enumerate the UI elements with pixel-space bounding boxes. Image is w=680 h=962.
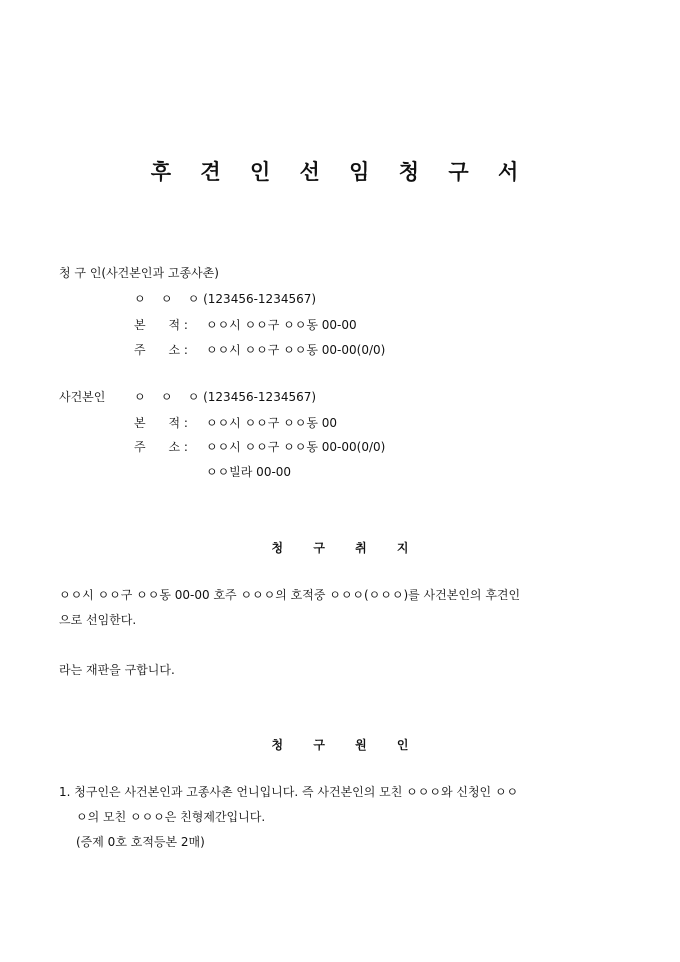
claimant-name: ㅇ ㅇ ㅇ (123456-1234567) xyxy=(134,292,317,306)
subject-domicile-value: ㅇㅇ시 ㅇㅇ구 ㅇㅇ동 00 xyxy=(206,416,338,430)
claimant-domicile-label: 본 적 : xyxy=(134,318,188,332)
purpose-line-1: ㅇㅇ시 ㅇㅇ구 ㅇㅇ동 00-00 호주 ㅇㅇㅇ의 호적중 ㅇㅇㅇ(ㅇㅇㅇ)를 사건본인의 후견인 xyxy=(59,588,521,602)
cause-heading: 청 구 원 인 xyxy=(271,738,409,752)
subject-address-line2: ㅇㅇ빌라 00-00 xyxy=(206,465,292,479)
subject-address-value: ㅇㅇ시 ㅇㅇ구 ㅇㅇ동 00-00(0/0) xyxy=(206,440,386,454)
cause-item-1-line-2: ㅇ의 모친 ㅇㅇㅇ은 친형제간입니다. xyxy=(76,810,266,824)
claimant-domicile-value: ㅇㅇ시 ㅇㅇ구 ㅇㅇ동 00-00 xyxy=(206,318,357,332)
subject-address-label: 주 소 : xyxy=(134,440,188,454)
claimant-address-label: 주 소 : xyxy=(134,343,188,357)
document-title: 후 견 인 선 임 청 구 서 xyxy=(150,159,530,184)
purpose-line-2: 으로 선임한다. xyxy=(59,613,137,627)
claimant-address-value: ㅇㅇ시 ㅇㅇ구 ㅇㅇ동 00-00(0/0) xyxy=(206,343,386,357)
purpose-heading: 청 구 취 지 xyxy=(271,541,409,555)
cause-item-1-evidence: (증제 0호 호적등본 2매) xyxy=(76,835,205,849)
purpose-closing: 라는 재판을 구합니다. xyxy=(59,663,175,677)
subject-name: ㅇ ㅇ ㅇ (123456-1234567) xyxy=(134,390,317,404)
subject-label: 사건본인 xyxy=(59,390,106,404)
claimant-heading: 청 구 인(사건본인과 고종사촌) xyxy=(59,266,219,280)
cause-item-1-line-1: 1. 청구인은 사건본인과 고종사촌 언니입니다. 즉 사건본인의 모친 ㅇㅇㅇ와 신청인 ㅇㅇ xyxy=(59,785,519,799)
subject-domicile-label: 본 적 : xyxy=(134,416,188,430)
